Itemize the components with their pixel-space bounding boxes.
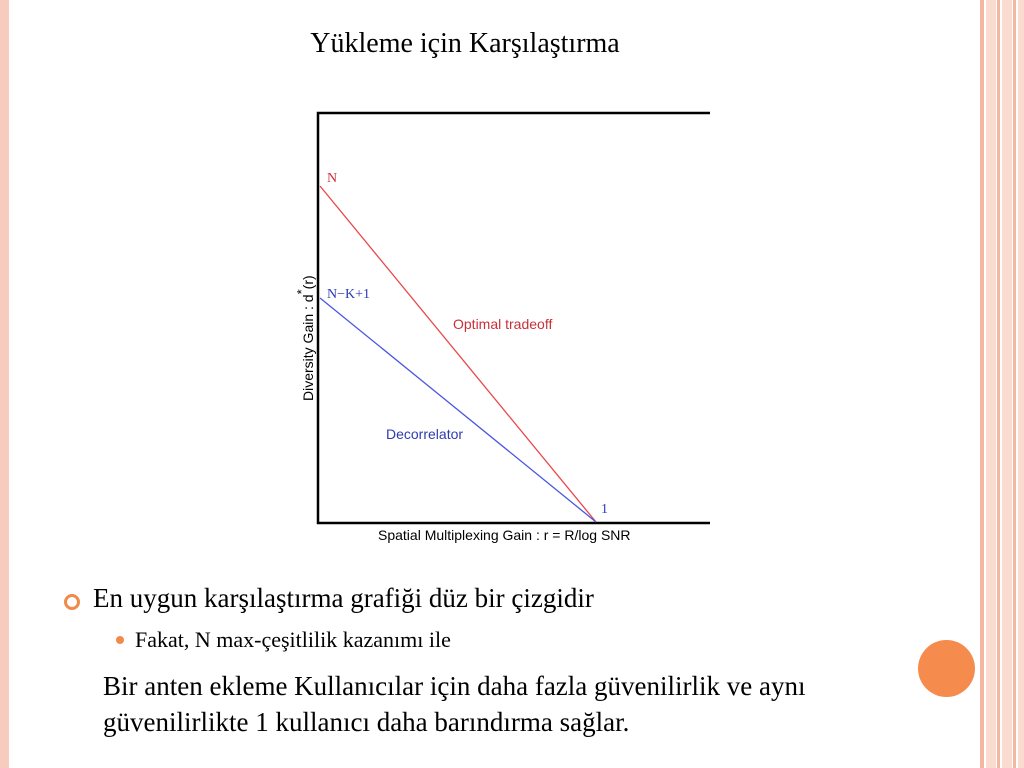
label-n-k-plus-1: N−K+1 — [327, 287, 371, 302]
bullet-dot-icon — [116, 636, 124, 644]
tradeoff-diagram — [290, 100, 710, 550]
y-axis-label — [294, 275, 316, 401]
label-one: 1 — [601, 502, 608, 517]
y-axis-label-main: Diversity Gain : d — [300, 294, 316, 401]
bullet-item-2: Fakat, N max-çeşitlilik kazanımı ile — [135, 627, 451, 652]
body-paragraph: Bir anten ekleme Kullanıcılar için daha fazla güvenilirlik ve aynı güvenilirlikte 1 kullanıcı daha barındırma sağlar. — [103, 671, 806, 737]
optimal-tradeoff-label: Optimal tradeoff — [453, 316, 553, 332]
label-n: N — [327, 171, 338, 186]
svg-text:Diversity Gain : d*(r) — [294, 275, 316, 401]
right-stripe — [1002, 0, 1012, 768]
right-stripe — [986, 0, 996, 768]
right-stripe — [1018, 0, 1024, 768]
right-stripe — [1013, 0, 1016, 768]
slide-title: Yükleme için Karşılaştırma — [310, 28, 620, 59]
bullet-item-1: En uygun karşılaştırma grafiği düz bir çizgidir — [93, 583, 594, 613]
optimal-tradeoff-line — [320, 186, 596, 522]
decorrelator-label: Decorrelator — [386, 426, 464, 442]
left-border-decoration — [0, 0, 9, 768]
right-stripe — [980, 0, 984, 768]
y-axis-label-star: * — [294, 289, 309, 295]
y-axis-label-arg: (r) — [300, 275, 316, 290]
x-axis-label: Spatial Multiplexing Gain : r = R/log SNR — [378, 527, 631, 543]
bullet-ring-icon — [64, 594, 80, 610]
right-stripe — [997, 0, 1000, 768]
